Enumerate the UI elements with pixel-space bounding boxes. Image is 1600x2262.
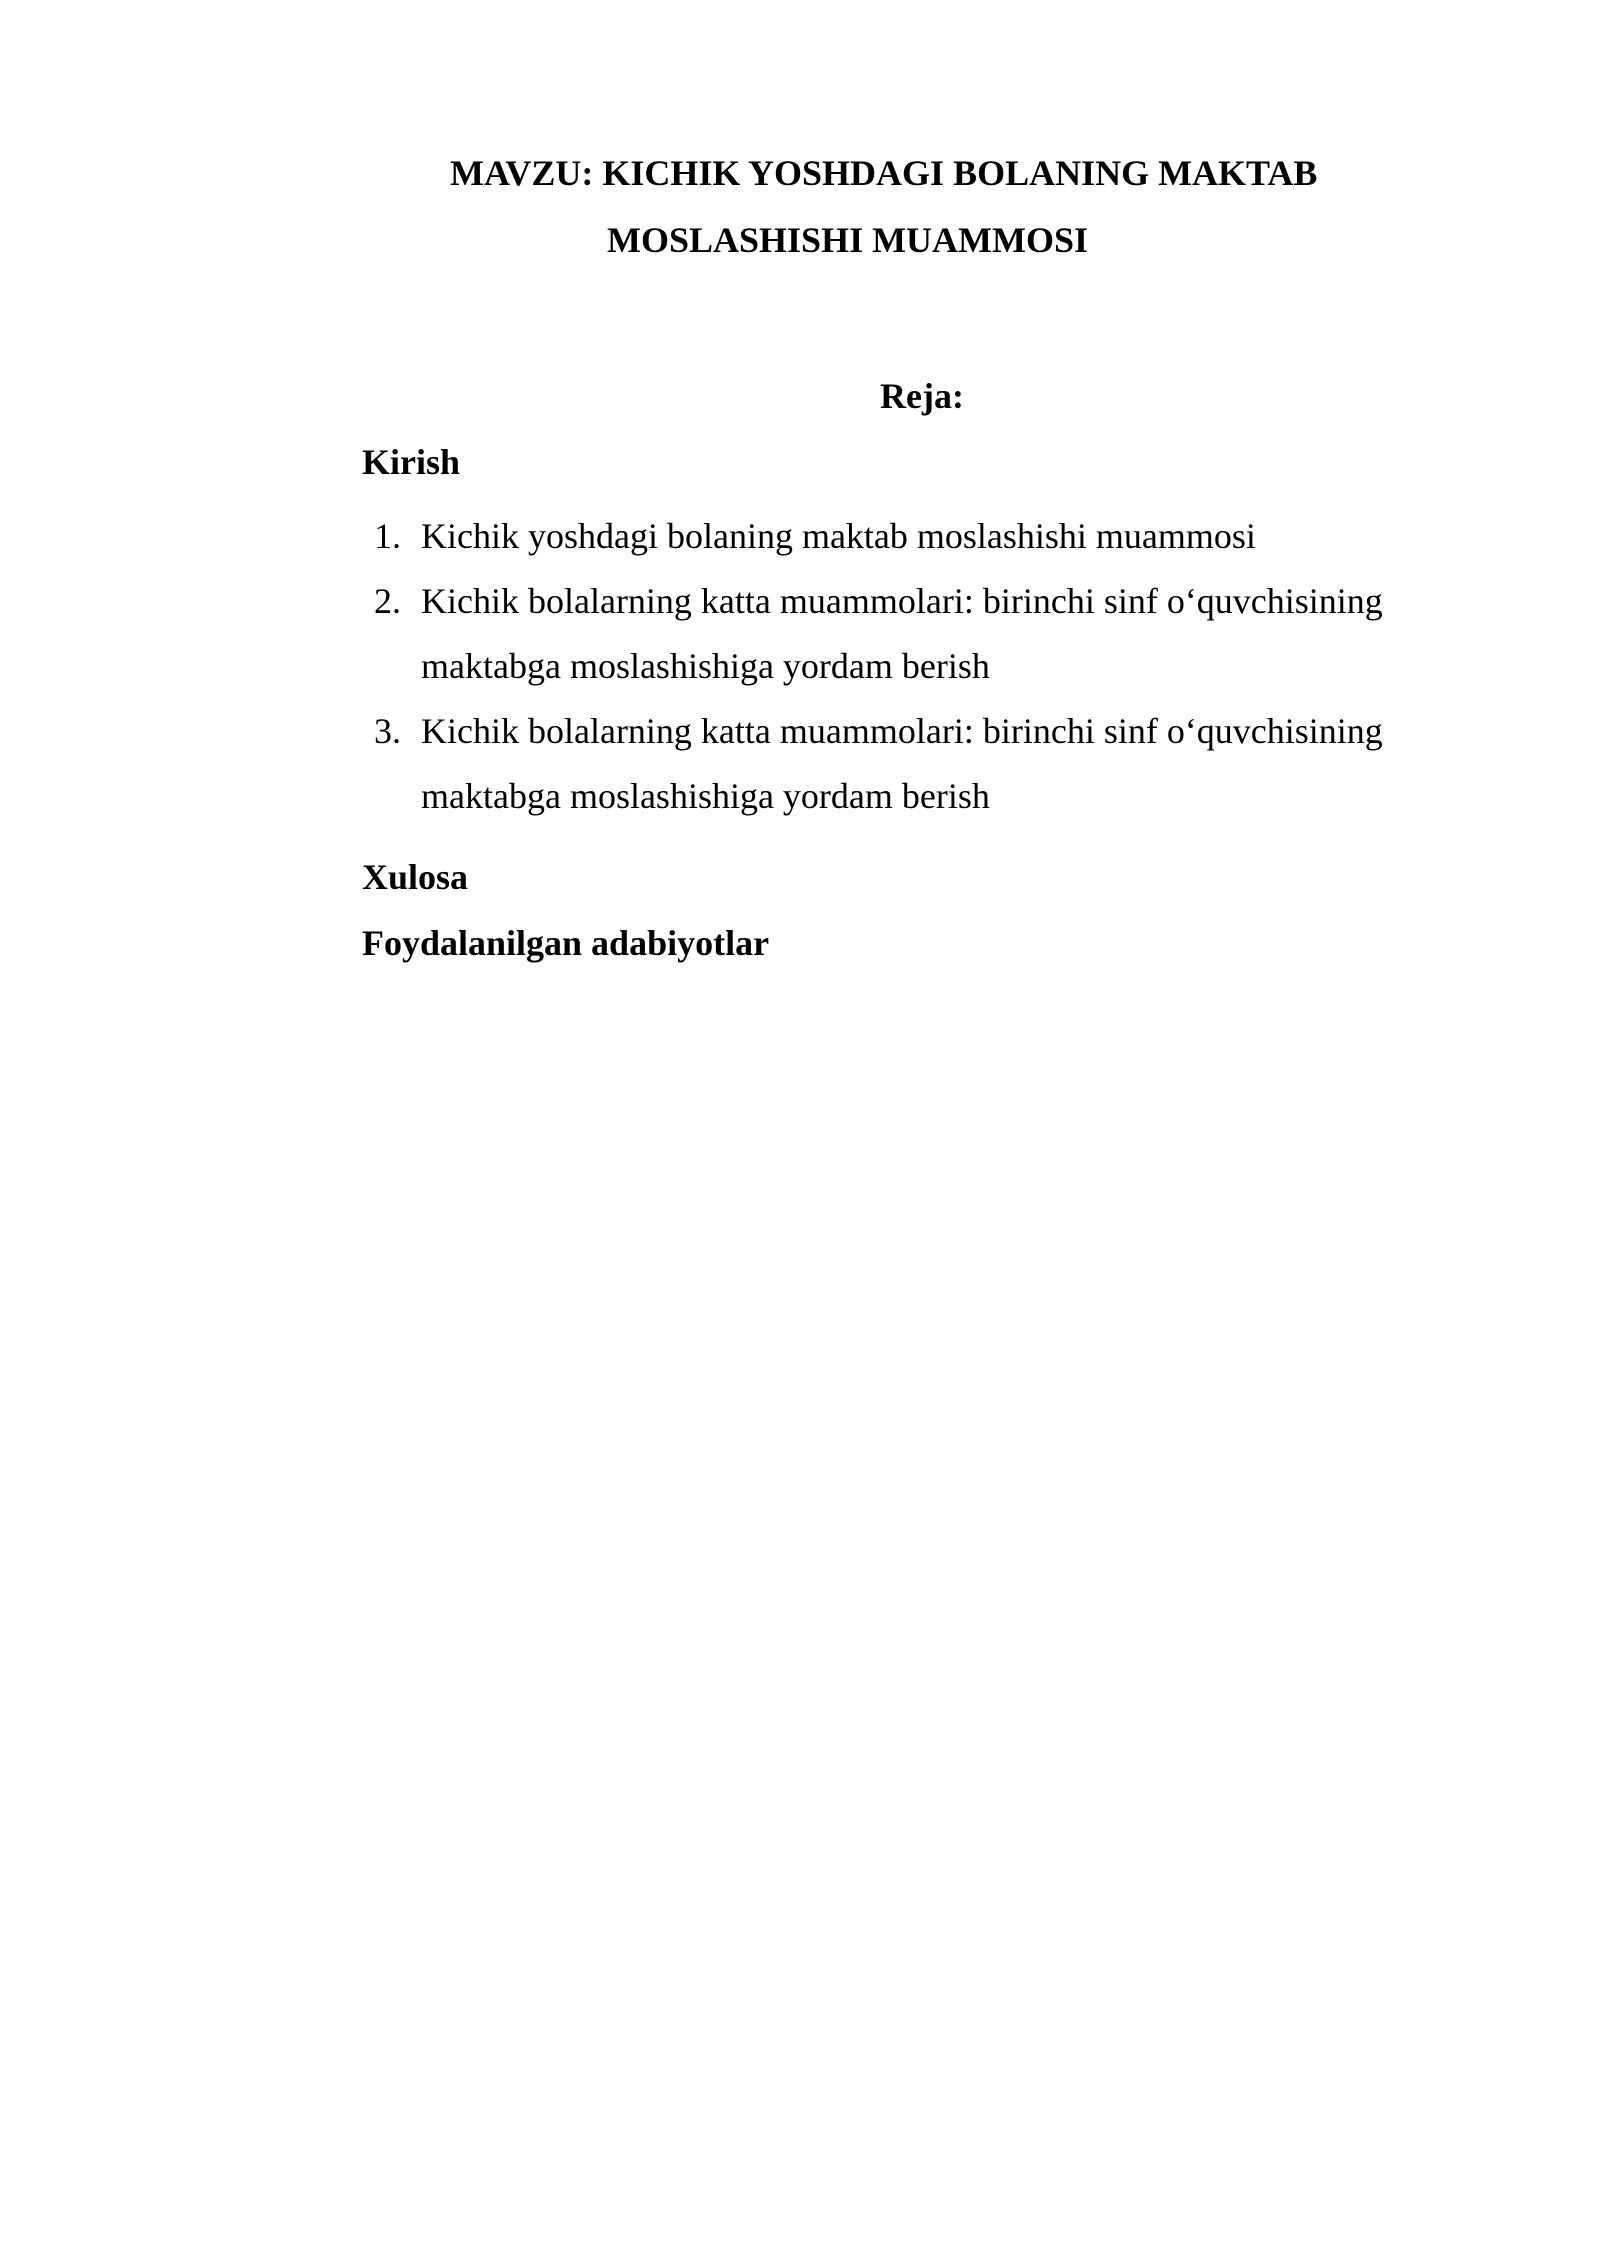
conclusion-heading: Xulosa (362, 857, 469, 897)
plan-item-text: Kichik bolalarning katta muammolari: birinchi sinf o‘quvchisining (421, 711, 1383, 751)
plan-item-number: 1. (374, 516, 401, 556)
plan-item (362, 504, 1462, 569)
plan-item (362, 569, 1462, 699)
references-heading: Foydalanilgan adabiyotlar (362, 923, 770, 963)
plan-heading: Reja: (880, 376, 964, 416)
title-text-2: MOSLASHISHI MUAMMOSI (607, 220, 1089, 260)
plan-item-number: 2. (374, 581, 401, 621)
intro-heading: Kirish (362, 442, 461, 482)
plan-item-text-continued: maktabga moslashishiga yordam berish (421, 776, 990, 816)
plan-item-number: 3. (374, 711, 401, 751)
plan-item-text: Kichik yoshdagi bolaning maktab moslashishi muammosi (421, 516, 1256, 556)
plan-list (362, 504, 1462, 829)
title-text-1: MAVZU: KICHIK YOSHDAGI BOLANING MAKTAB (450, 153, 1318, 193)
plan-item (362, 699, 1462, 829)
plan-item-text-continued: maktabga moslashishiga yordam berish (421, 646, 990, 686)
plan-item-text: Kichik bolalarning katta muammolari: birinchi sinf o‘quvchisining (421, 581, 1383, 621)
